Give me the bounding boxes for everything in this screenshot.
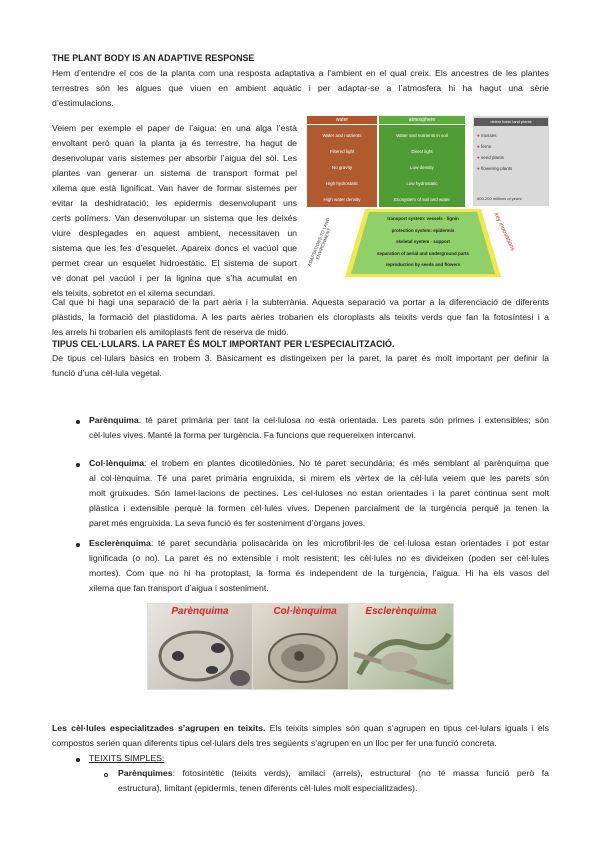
triangle-row: skeletal system · support — [395, 239, 451, 244]
text-line: xilema que fan transport d’aigua i sosteniment. — [89, 583, 269, 593]
text-line: Cal que hi hagi una separació de la part aèria i la subterrània. Aquesta separació va portar a la diferenciació de diferents — [52, 297, 549, 307]
water-paragraph — [52, 121, 297, 301]
intro-paragraph — [52, 66, 549, 111]
chloroplast — [230, 670, 250, 686]
text-line: xilema que està lignificat. Van haver de formar sistemes per — [52, 183, 297, 193]
parenquimes-item — [118, 766, 549, 796]
section-title-cell-types: TIPUS CEL·LULARS. LA PARET ÉS MOLT IMPORTANT PER L’ESPECIALITZACIÓ. — [52, 339, 395, 349]
atmosphere-row: Low density — [410, 165, 434, 170]
legend-bottom: 500-200 millions of years — [477, 196, 522, 201]
atmosphere-header: atmosphere — [379, 116, 465, 124]
cell-wall — [160, 632, 232, 680]
water-row: Water and nutrients — [322, 133, 362, 138]
esclerenquima-image — [348, 603, 454, 690]
nucleus — [294, 651, 304, 661]
text-line: paret més engruixida. La seva funció és fer sosteniment d’òrgans joves. — [89, 518, 366, 528]
collenquima-image — [252, 603, 358, 690]
bullet-icon — [76, 758, 80, 762]
text-line: lignificada (o no). La paret és no extensible i molt resistent; les cèl·lules no es divideixen (poden ser cèl·lules — [89, 553, 549, 563]
text-line: Les cèl·lules especialitzades s’agrupen en teixits. Els teixits simples són quan s’agrupen en tipus cel·lulars iguals i els — [52, 723, 549, 733]
sub-bullet-icon — [104, 773, 108, 777]
text-line: estructura), limitant (epidermis, tenen diferents cèl·lules molt especialitzades). — [118, 783, 418, 793]
chloroplast — [211, 643, 225, 653]
parenquima-label: Parènquima — [171, 606, 229, 617]
text-line: sistema que les fes d’esquelet. Apareix doncs el vacúol que — [52, 243, 297, 253]
text-line: Col·lènquima: el trobem en plantes dicotiledònies. No té paret secundària; és més semblant al parènquima que — [89, 458, 549, 468]
esclerenquima-label: Esclerènquima — [365, 606, 437, 617]
bullet-term: Parènquima — [89, 415, 139, 425]
water-row: High hydrostatic — [325, 181, 359, 186]
triangle-row: separation of aerial and underground parts — [376, 250, 469, 256]
parenquima-cells-drawing — [148, 604, 252, 689]
water-rows — [307, 128, 377, 208]
text-line: Parènquima: té paret primària per tant la cel·lulosa no està orientada. Les parets són primes i extensibles; són — [89, 415, 549, 425]
atmosphere-row: Ecosystem of soil and water — [393, 197, 451, 202]
collenquima-label: Col·lènquima — [273, 606, 337, 617]
atmosphere-row: Low hydrostatic — [406, 181, 438, 186]
separation-paragraph — [52, 295, 549, 340]
atmosphere-row: Direct light — [411, 149, 433, 154]
triangle-row: protection system: epidermis — [391, 227, 455, 233]
bullet-term: Esclerènquima — [89, 538, 151, 548]
text-line: certs polímers. Van desenvolupar un sistema que les deixés — [52, 213, 297, 223]
collenquima-cells-drawing — [253, 604, 357, 689]
text-line: Hem d’entendre el cos de la planta com una resposta adaptativa a l’ambient en el qual creix. Els ancestres de les plantes — [52, 68, 549, 78]
text-line: viure desplegades en aquest ambient, necessitaven un — [52, 228, 297, 238]
legend-item: ● ferns — [477, 144, 491, 149]
text-line: permet crear un esquelet hidroestàtic. El sistema de suport — [52, 258, 297, 268]
text-line: cèl·lules vives. Manté la forma per turgència. Fa funcions que requereixen intercanvi. — [89, 430, 416, 440]
tissues-paragraph — [52, 721, 549, 751]
text-line: De tipus cel·lulars bàsics en trobem 3. Bàsicament es distingeixen per la paret, la paret és molt important per definir la — [52, 353, 549, 363]
text-line: evitar la deshidratació: les epidermis desenvolupant uns — [52, 198, 297, 208]
simple-tissues-title: TEIXITS SIMPLES: — [89, 753, 165, 763]
triangle-rows — [363, 213, 483, 271]
esclerenquima-cells-drawing — [349, 604, 453, 689]
triangle-row: reproduction by seeds and flowers — [385, 262, 461, 267]
chloroplast — [172, 651, 184, 661]
cell-types-intro — [52, 351, 549, 381]
atmosphere-rows — [379, 128, 465, 208]
side-label: ADAPTATIONS TO LAND ENVIRONMENT — [306, 217, 332, 267]
key-innovations-label: key innovations — [492, 212, 516, 253]
cell-lumen — [381, 652, 417, 672]
text-line: molt gruixudes. Són lamel·lacions de pectines. Les cel·luloses no estan orientades i la paret continua sent molt — [89, 488, 549, 498]
plant-adaptation-figure — [303, 116, 549, 280]
bullet-parenquima — [89, 413, 549, 443]
text-line: plantes van generar un sistema de transport format pel — [52, 168, 297, 178]
text-line: terrestres són les algues que viuen en ambient aquàtic i per adaptar-se a l’atmosfera hi ha hagut una sèrie — [52, 83, 549, 93]
text-line: al col·lènquima. Té una paret primària engruixida, si mirem els vèrtex de la cèl·lula veiem que les parets són — [89, 473, 549, 483]
legend-top: oldest fossil land plants — [474, 118, 548, 126]
water-row: Filtered light — [329, 149, 355, 154]
text-line: Veiem per exemple el paper de l’aigua: en una alga l’està — [52, 123, 297, 133]
legend-item: ● mosses — [477, 133, 497, 138]
text-line: els teixits, sobretot en el xilema secundari. — [52, 288, 216, 298]
text-line: desenvolupar varis sistemes per absorbir l’aigua del sòl. Les — [52, 153, 297, 163]
text-line: ve donat pel vacúol i per la lignina que s’ha acumulat en — [52, 273, 297, 283]
text-line: compostos serien quan diferents tipus cel·lulars dels tres següents s’agrupen en un lloc per fer una funció concreta. — [52, 738, 497, 748]
triangle-row: transport system: vessels · lignin — [387, 216, 459, 221]
text-line: envoltant però quan la planta ja és terrestre, ha hagut de — [52, 138, 297, 148]
bullet-collenquima — [89, 456, 549, 531]
legend-items — [477, 130, 545, 174]
bullet-icon — [76, 420, 80, 424]
bullet-icon — [76, 463, 80, 467]
text-line: les arrels hi trobarien els amiloplasts fent de reserva de midó. — [52, 327, 289, 337]
chloroplast — [206, 666, 218, 674]
text-line: mortes). Com que no hi ha protoplast, la forma és independent de la turgència, l’aigua. Hi ha els vasos del — [89, 568, 549, 578]
bullet-icon — [76, 543, 80, 547]
text-line: funció d’una cèl·lula vegetal. — [52, 368, 162, 378]
parenquima-image — [147, 603, 253, 690]
text-line: d’estimulacions. — [52, 98, 114, 108]
water-header: water — [307, 116, 377, 124]
text-line: plàstica i extensible perquè la formen cèl·lules vives. Depenen parcialment de la turgència perquè ja tenen la — [89, 503, 549, 513]
text-line: plàstids, la formació del plastidoma. A les parts aèries trobarien els cloroplasts als teixits verds que fan la fotosíntesi i a — [52, 312, 549, 322]
bullet-term: Col·lènquima — [89, 458, 145, 468]
sub-term: Parènquimes — [118, 768, 173, 778]
water-row: High water density — [323, 197, 361, 202]
section-title-plant-body: THE PLANT BODY IS AN ADAPTIVE RESPONSE — [52, 53, 255, 63]
atmosphere-row: Water and nutrients in soil — [396, 133, 448, 138]
bullet-esclerenquima — [89, 536, 549, 596]
text-line: Parènquimes: fotosintètic (teixits verds), amilaci (arrels), estructural (no té massa funció però fa — [118, 768, 549, 778]
text-line: Esclerènquima: té paret secundària polisacàrida on les microfibril·les de cel·lulosa estan orientades i pot estar — [89, 538, 549, 548]
tissues-lead: Les cèl·lules especialitzades s’agrupen en teixits. — [52, 723, 266, 733]
water-row: No gravity — [331, 165, 353, 170]
legend-item: ● seed plants — [477, 155, 505, 160]
legend-item: ● flowering plants — [477, 166, 513, 171]
